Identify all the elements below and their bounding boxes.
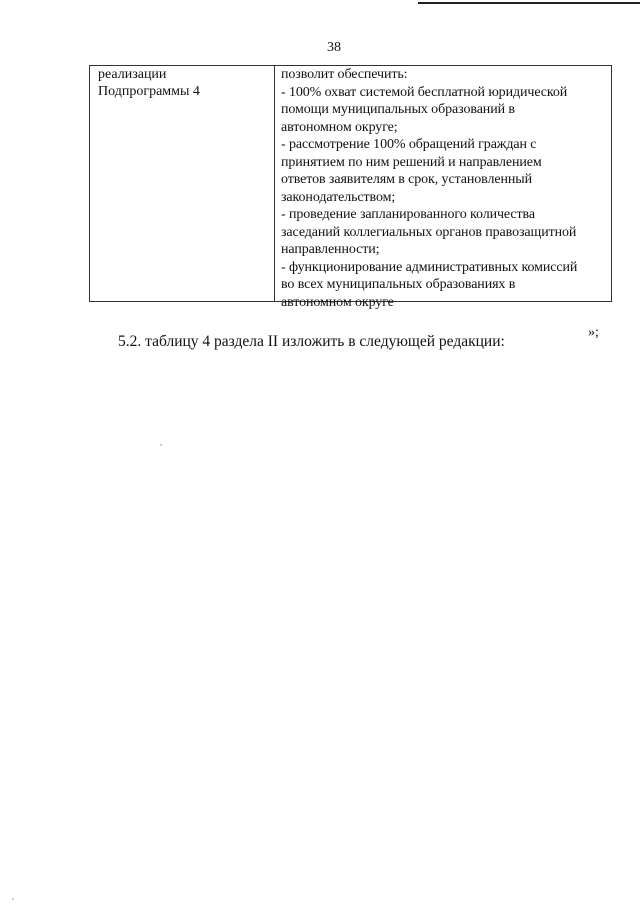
right-cell-line: заседаний коллегиальных органов правозащитной: [281, 224, 577, 240]
right-cell-line: направленности;: [281, 242, 380, 257]
left-cell-line: реализации: [98, 67, 167, 82]
right-cell-line: помощи муниципальных образований в: [281, 102, 515, 117]
page-number: 38: [327, 40, 341, 55]
document-table: [89, 65, 612, 310]
right-cell-line: позволит обеспечить:: [281, 67, 408, 82]
right-cell-line: во всех муниципальных образованиях в: [281, 277, 516, 292]
right-cell-line: автономном округе: [281, 294, 394, 310]
left-cell-line: Подпрограммы 4: [98, 84, 200, 99]
amendment-paragraph: 5.2. таблицу 4 раздела II изложить в следующей редакции:: [118, 333, 505, 350]
scan-speck: [160, 444, 162, 446]
right-cell-line: - проведение запланированного количества: [281, 207, 535, 222]
right-cell-line: принятием по ним решений и направлением: [281, 154, 542, 170]
table-cell-left: [90, 66, 275, 301]
right-cell-line: - функционирование административных комиссий: [281, 259, 578, 275]
right-cell-line: - 100% охват системой бесплатной юридической: [281, 84, 568, 100]
closing-quote: »;: [588, 325, 599, 340]
right-cell-line: ответов заявителям в срок, установленный: [281, 172, 532, 187]
top-rule: [418, 2, 640, 4]
table-cell-right: [275, 66, 611, 310]
right-cell-line: автономном округе;: [281, 119, 398, 135]
right-cell-line: законодательством;: [281, 189, 396, 205]
scan-speck: [12, 898, 14, 900]
right-cell-line: - рассмотрение 100% обращений граждан с: [281, 137, 537, 152]
